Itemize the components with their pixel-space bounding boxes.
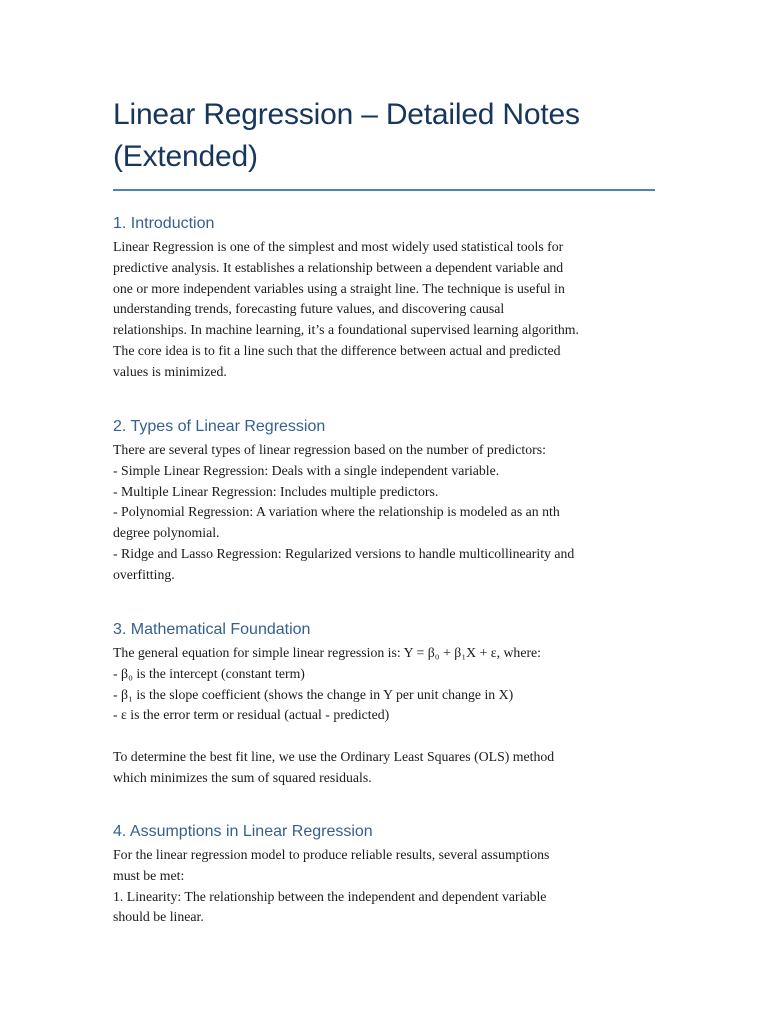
text-line: There are several types of linear regression based on the number of predictors: [113, 442, 546, 457]
text-line: predictive analysis. It establishes a relationship between a dependent variable and [113, 259, 564, 275]
section-assumptions [113, 821, 658, 928]
title-line: (Extended) [113, 140, 258, 173]
section-heading: 4. Assumptions in Linear Regression [113, 823, 373, 840]
list-item: - β₁ is the slope coefficient (shows the change in Y per unit change in X) [113, 686, 514, 702]
list-item: 1. Linearity: The relationship between the independent and dependent variable [113, 888, 547, 904]
section-introduction [113, 213, 658, 383]
section-heading: 1. Introduction [113, 215, 215, 232]
title-underline-rule [113, 189, 655, 191]
text-line: which minimizes the sum of squared residuals. [113, 769, 372, 785]
equation-line: The general equation for simple linear regression is: Y = β₀ + β₁X + ε, where: [113, 645, 541, 660]
text-line: To determine the best fit line, we use the Ordinary Least Squares (OLS) method [113, 748, 555, 764]
text-line: For the linear regression model to produce reliable results, several assumptions [113, 847, 550, 862]
section-paragraph [113, 643, 658, 789]
list-item: - Polynomial Regression: A variation where the relationship is modeled as an nth [113, 504, 560, 520]
blank-line [113, 726, 658, 747]
section-paragraph [113, 237, 658, 383]
section-types [113, 416, 658, 586]
text-line: understanding trends, forecasting future values, and discovering causal [113, 301, 505, 317]
document-page [113, 94, 658, 191]
list-item: - Multiple Linear Regression: Includes multiple predictors. [113, 483, 439, 499]
list-item: - Ridge and Lasso Regression: Regularized versions to handle multicollinearity and [113, 545, 575, 561]
section-paragraph [113, 845, 658, 928]
text-line: relationships. In machine learning, it’s a foundational supervised learning algorithm. [113, 322, 579, 338]
section-heading: 2. Types of Linear Regression [113, 418, 326, 435]
text-line: values is minimized. [113, 363, 227, 379]
text-line: overfitting. [113, 566, 175, 582]
text-line: one or more independent variables using a straight line. The technique is useful in [113, 280, 565, 296]
section-mathematical-foundation [113, 619, 658, 789]
list-item: - Simple Linear Regression: Deals with a single independent variable. [113, 462, 500, 478]
text-line: Linear Regression is one of the simplest and most widely used statistical tools for [113, 239, 564, 254]
document-title [113, 94, 658, 189]
list-item: - β₀ is the intercept (constant term) [113, 665, 305, 681]
list-item: - ε is the error term or residual (actual - predicted) [113, 707, 390, 723]
text-line: degree polynomial. [113, 525, 220, 541]
section-paragraph [113, 440, 658, 586]
text-line: The core idea is to fit a line such that the difference between actual and predicted [113, 342, 561, 358]
text-line: must be met: [113, 867, 185, 883]
section-heading: 3. Mathematical Foundation [113, 621, 311, 638]
text-line: should be linear. [113, 909, 204, 925]
title-line: Linear Regression – Detailed Notes [113, 98, 580, 131]
